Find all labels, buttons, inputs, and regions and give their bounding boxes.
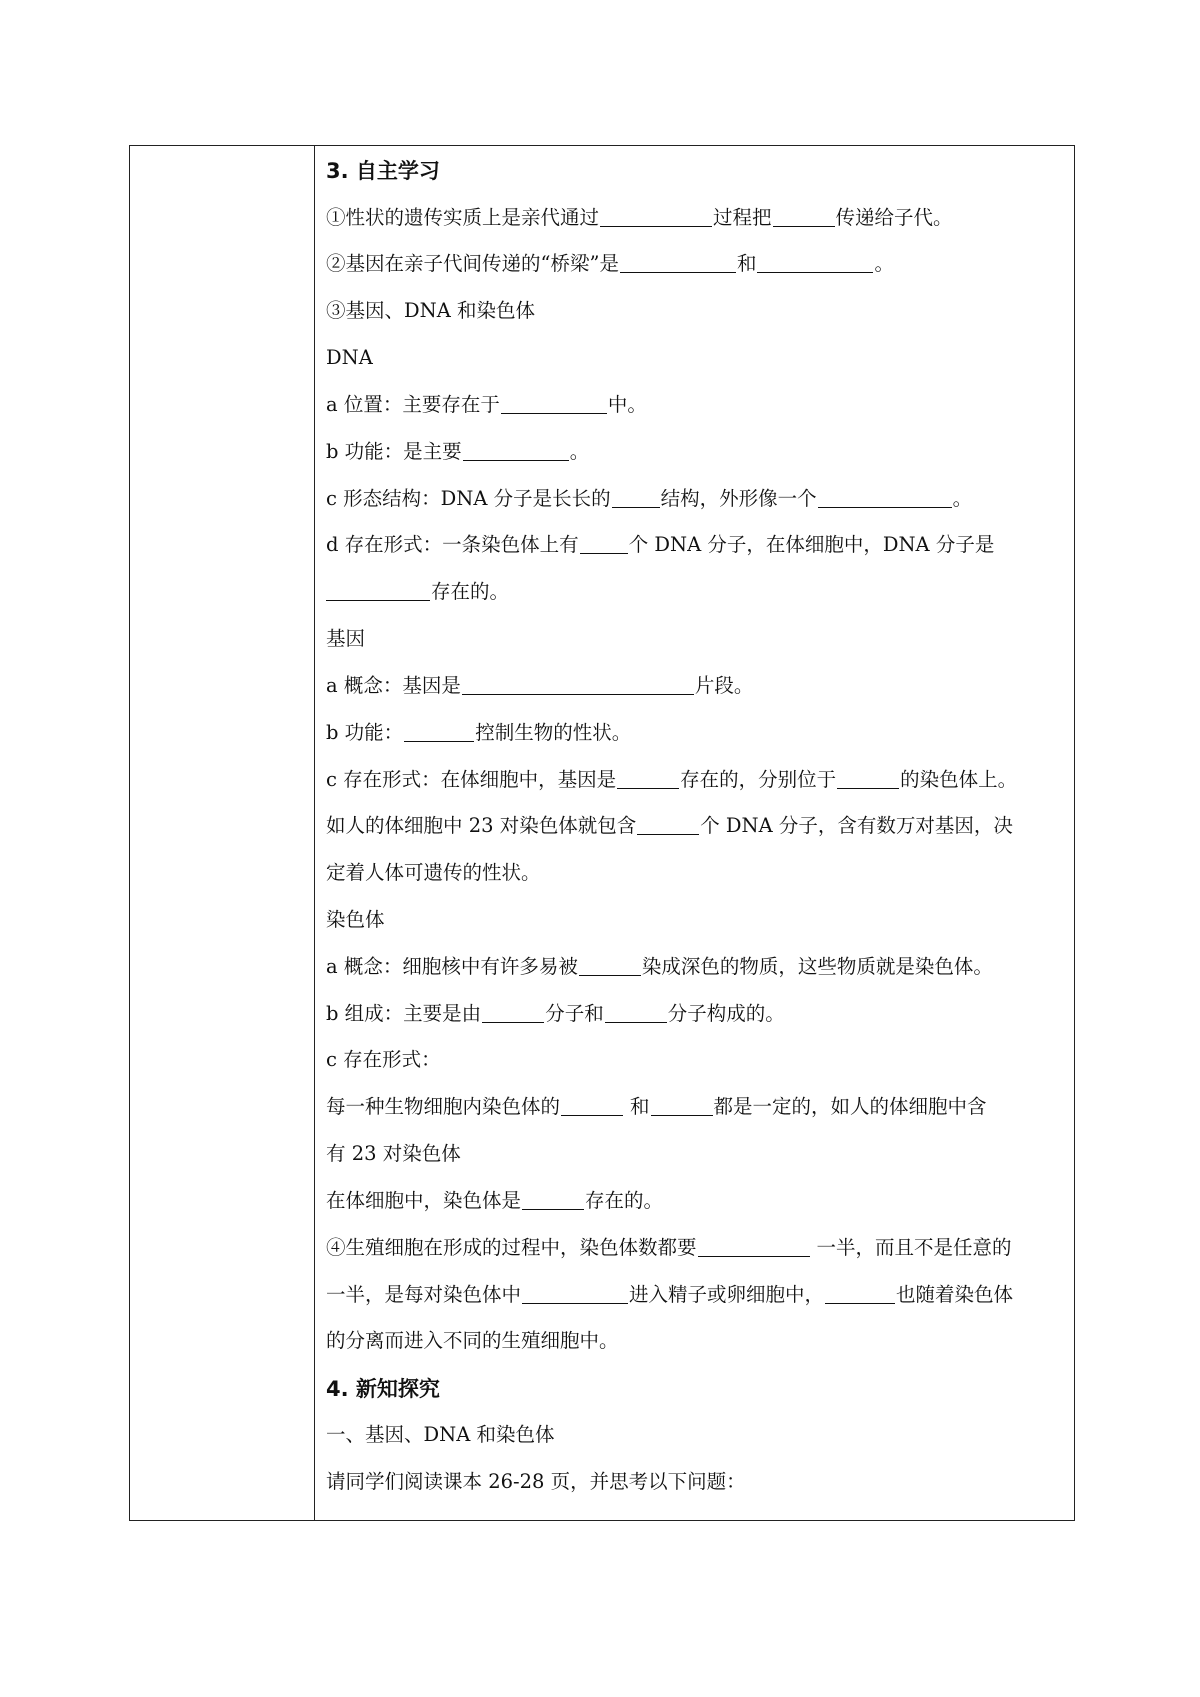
blank[interactable] (462, 675, 694, 695)
chromosome-concept: a 概念：细胞核中有许多易被 染成深色的物质，这些物质就是染色体。 (326, 955, 993, 978)
self-study-heading: 3. 自主学习 (326, 159, 440, 183)
blank[interactable] (825, 1284, 895, 1304)
blank[interactable] (605, 1003, 667, 1023)
question-2: ②基因在亲子代间传递的“桥梁”是 和 。 (326, 252, 894, 275)
new-knowledge-subheading: 一、基因、DNA 和染色体 (326, 1423, 555, 1446)
blank[interactable] (482, 1003, 544, 1023)
dna-position: a 位置：主要存在于 中。 (326, 393, 647, 416)
blank[interactable] (522, 1284, 628, 1304)
blank[interactable] (837, 769, 899, 789)
blank[interactable] (620, 253, 736, 273)
blank[interactable] (773, 207, 835, 227)
blank[interactable] (637, 815, 699, 835)
blank[interactable] (561, 1096, 623, 1116)
blank[interactable] (651, 1096, 713, 1116)
chromosome-form: 每一种生物细胞内染色体的 和 都是一定的，如人的体细胞中含 (326, 1095, 987, 1118)
question-3: ③基因、DNA 和染色体 (326, 299, 535, 322)
blank[interactable] (501, 394, 607, 414)
chromosome-form-cont: 有 23 对染色体 (326, 1142, 461, 1165)
gene-title: 基因 (326, 627, 366, 650)
column-divider (314, 146, 315, 1520)
blank[interactable] (612, 488, 660, 508)
blank[interactable] (579, 956, 641, 976)
worksheet-table (129, 145, 1075, 1521)
chromosome-title: 染色体 (326, 908, 385, 931)
gene-form: c 存在形式：在体细胞中，基因是 存在的，分别位于 的染色体上。 (326, 768, 1018, 791)
chromosome-composition: b 组成：主要是由 分子和 分子构成的。 (326, 1002, 785, 1025)
dna-title: DNA (326, 346, 373, 369)
blank[interactable] (617, 769, 679, 789)
blank[interactable] (404, 722, 474, 742)
blank[interactable] (818, 488, 952, 508)
dna-form-cont: 存在的。 (326, 578, 1062, 606)
dna-function: b 功能：是主要 。 (326, 440, 590, 463)
blank[interactable] (463, 441, 569, 461)
new-knowledge-heading: 4. 新知探究 (326, 1377, 440, 1401)
blank[interactable] (326, 581, 430, 601)
blank[interactable] (580, 534, 628, 554)
gene-form-cont: 如人的体细胞中 23 对染色体就包含 个 DNA 分子，含有数万对基因，决 (326, 814, 1013, 837)
chromosome-somatic: 在体细胞中，染色体是 存在的。 (326, 1189, 664, 1212)
gene-function: b 功能： 控制生物的性状。 (326, 721, 632, 744)
question-4: ④生殖细胞在形成的过程中，染色体数都要 一半，而且不是任意的 (326, 1236, 1012, 1259)
chromosome-form-title: c 存在形式： (326, 1048, 441, 1071)
dna-form: d 存在形式：一条染色体上有 个 DNA 分子，在体细胞中，DNA 分子是 (326, 533, 995, 556)
question-4-cont: 一半，是每对染色体中 进入精子或卵细胞中， 也随着染色体 (326, 1283, 1014, 1306)
blank[interactable] (522, 1190, 584, 1210)
new-knowledge-instruction: 请同学们阅读课本 26-28 页，并思考以下问题： (326, 1470, 746, 1493)
gene-concept: a 概念：基因是 片段。 (326, 674, 754, 697)
blank[interactable] (698, 1237, 810, 1257)
blank[interactable] (600, 207, 712, 227)
gene-form-end: 定着人体可遗传的性状。 (326, 861, 541, 884)
blank[interactable] (757, 253, 873, 273)
dna-structure: c 形态结构：DNA 分子是长长的 结构，外形像一个 。 (326, 487, 973, 510)
question-1: ①性状的遗传实质上是亲代通过 过程把 传递给子代。 (326, 206, 953, 229)
question-4-end: 的分离而进入不同的生殖细胞中。 (326, 1329, 619, 1352)
